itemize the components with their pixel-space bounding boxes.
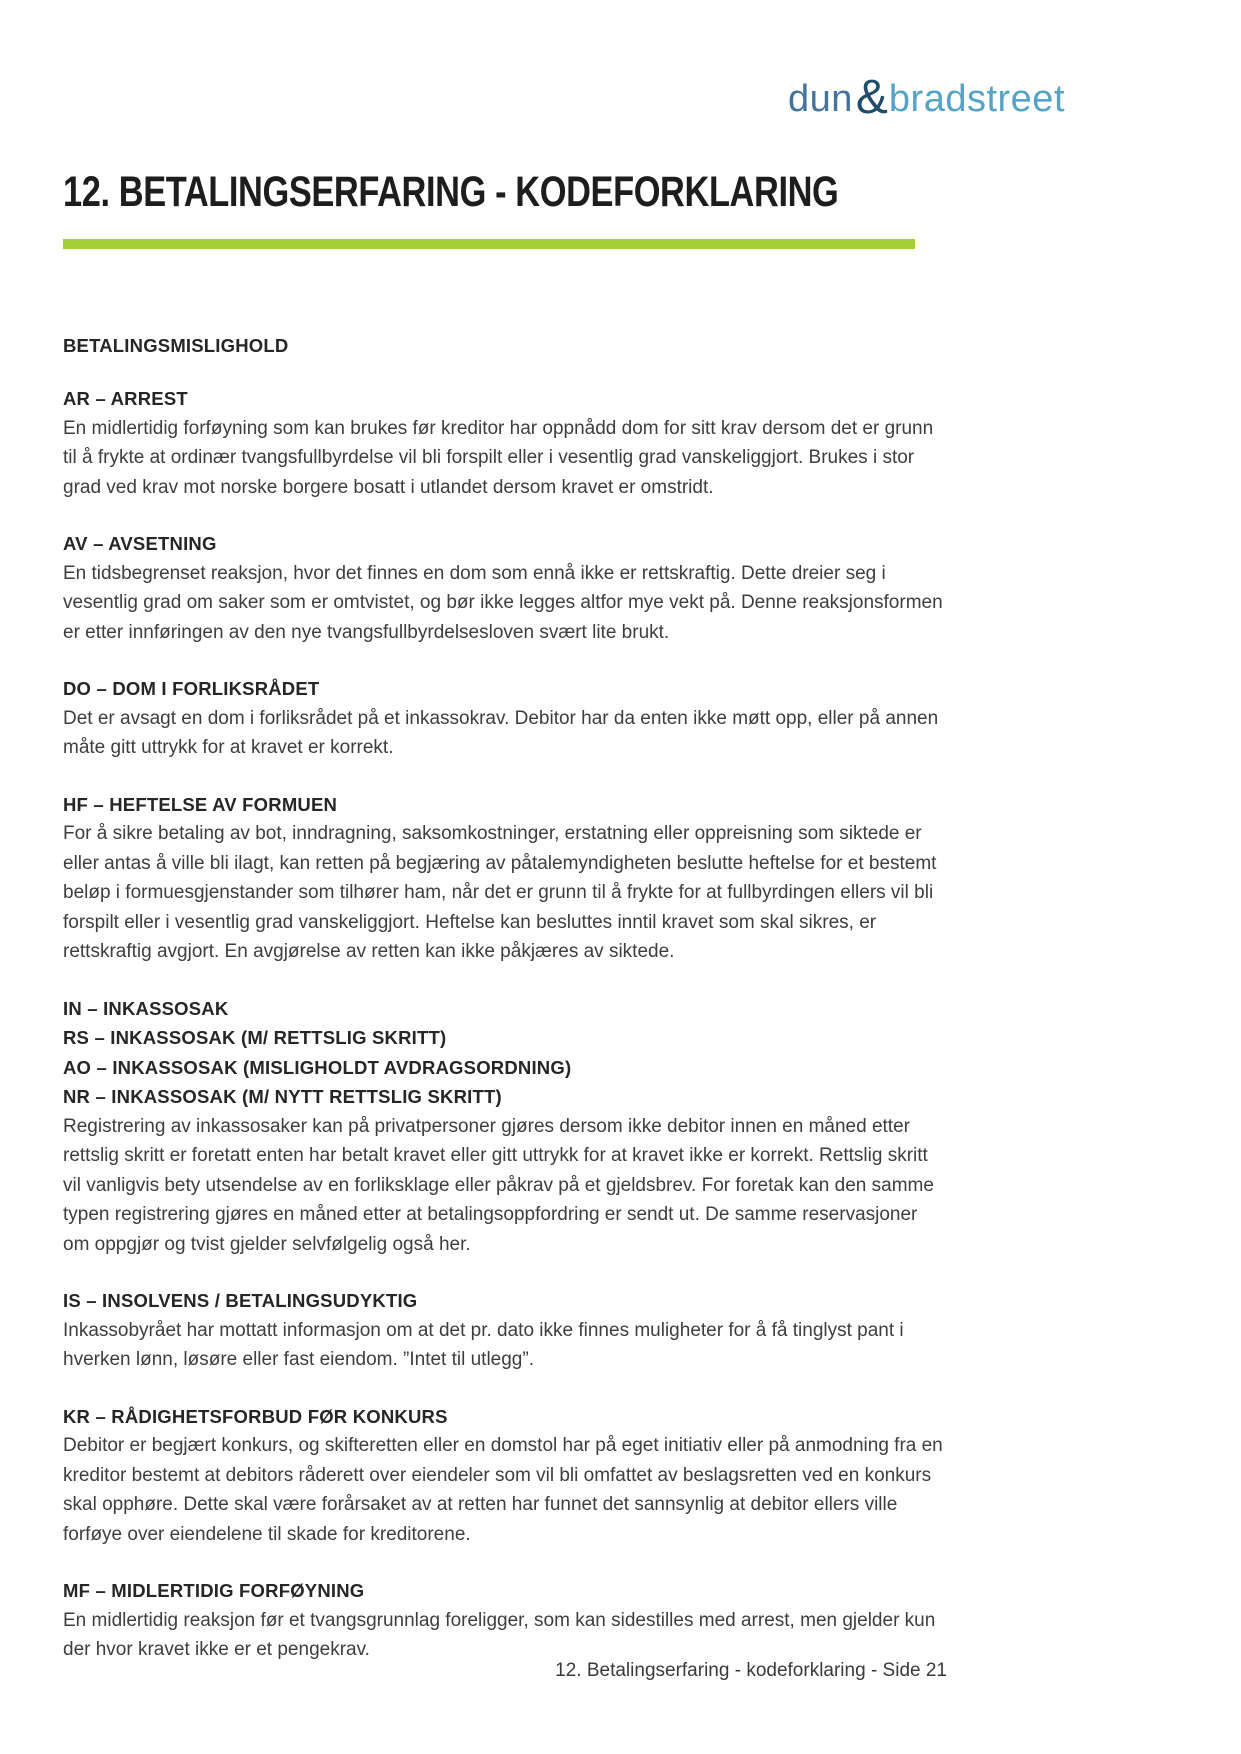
code-entry-mf (63, 1576, 947, 1665)
entry-heading: AV – AVSETNING (63, 533, 217, 554)
entry-heading: AO – INKASSOSAK (MISLIGHOLDT AVDRAGSORDNING) (63, 1056, 572, 1078)
entry-body: En tidsbegrenset reaksjon, hvor det finnes en dom som ennå ikke er rettskraftig. Dette dreier seg i vesentlig grad om saker som er omtvistet, og bør ikke legges altfor mye vekt på. Denne reaksjonsformen er etter innføringen av den nye tvangsfullbyrdelsesloven svært lite brukt. (63, 562, 943, 643)
entry-body: En midlertidig forføyning som kan brukes før kreditor har oppnådd dom for sitt krav dersom det er grunn til å frykte at ordinær tvangsfullbyrdelse vil bli forspilt eller i vesentlig grad vanskeliggjort. Brukes i stor grad ved krav mot norske borgere bosatt i utlandet dersom kravet er omstridt. (63, 417, 934, 498)
entry-heading: DO – DOM I FORLIKSRÅDET (63, 678, 320, 699)
code-entry-do (63, 674, 947, 763)
logo-text-bradstreet: bradstreet (888, 78, 1065, 120)
entry-body: Inkassobyrået har mottatt informasjon om at det pr. dato ikke finnes muligheter for å få tinglyst pant i hverken lønn, løsøre eller fast eiendom. ”Intet til utlegg”. (63, 1319, 904, 1370)
entry-body: En midlertidig reaksjon før et tvangsgrunnlag foreligger, som kan sidestilles med arrest, men gjelder kun der hvor kravet ikke er et pengekrav. (63, 1609, 936, 1660)
ampersand-icon: & (855, 71, 888, 124)
entry-heading: MF – MIDLERTIDIG FORFØYNING (63, 1580, 365, 1601)
entry-body: Det er avsagt en dom i forliksrådet på et inkassokrav. Debitor har da enten ikke møtt opp, eller på annen måte gitt uttrykk for at kravet er korrekt. (63, 707, 939, 758)
entry-heading: KR – RÅDIGHETSFORBUD FØR KONKURS (63, 1405, 448, 1427)
entry-body: Registrering av inkassosaker kan på privatpersoner gjøres dersom ikke debitor innen en måned etter rettslig skritt er foretatt enten har betalt kravet eller gitt uttrykk for at kravet ikke er korrekt. Rettslig skritt vil vanligvis bety utsendelse av en forliksklage eller påkrav på et gjeldsbrev. For foretak kan den samme typen registrering gjøres en måned etter at betalingsoppfordring er sendt ut. De samme reservasjoner om oppgjør og tvist gjelder selvfølgelig også her. (63, 1115, 934, 1255)
code-entry-inkasso-group (63, 994, 947, 1260)
page-title: 12. BETALINGSERFARING - KODEFORKLARING (63, 168, 839, 216)
title-accent-bar (63, 239, 915, 249)
document-content (63, 0, 947, 1665)
code-entry-hf (63, 790, 947, 967)
code-entry-av (63, 529, 947, 647)
entry-heading: HF – HEFTELSE AV FORMUEN (63, 793, 338, 815)
section-heading: BETALINGSMISLIGHOLD (63, 335, 289, 356)
entry-heading: AR – ARREST (63, 388, 188, 409)
entry-heading: NR – INKASSOSAK (M/ NYTT RETTSLIG SKRITT) (63, 1086, 502, 1107)
entry-body: Debitor er begjært konkurs, og skifteretten eller en domstol har på eget initiativ eller på anmodning fra en kreditor bestemt at debitors råderett over eiendeler som vil bli omfattet av beslagsretten ved en konkurs skal opphøre. Dette skal være forårsaket av at retten har funnet det sannsynlig at debitor ellers ville forføye over eiendelene til skade for kreditorene. (63, 1435, 943, 1545)
code-entry-ar (63, 384, 947, 502)
page-footer: 12. Betalingserfaring - kodeforklaring - Side 21 (555, 1660, 947, 1681)
logo-text-dun: dun (787, 78, 853, 120)
entry-heading: IN – INKASSOSAK (63, 997, 229, 1019)
entry-body: For å sikre betaling av bot, inndragning, saksomkostninger, erstatning eller oppreisning som siktede er eller antas å ville bli ilagt, kan retten på begjæring av påtalemyndigheten beslutte heftelse for et bestemt beløp i formuesgjenstander som tilhører ham, når det er grunn til å frykte for at fullbyrdingen ellers vil bli forspilt eller i vesentlig grad vanskeliggjort. Heftelse kan besluttes inntil kravet som skal sikres, er rettskraftig avgjort. En avgjørelse av retten kan ikke påkjæres av siktede. (63, 823, 937, 962)
code-entry-kr (63, 1402, 947, 1550)
entry-heading: RS – INKASSOSAK (M/ RETTSLIG SKRITT) (63, 1027, 447, 1048)
entry-heading: IS – INSOLVENS / BETALINGSUDYKTIG (63, 1290, 418, 1311)
code-entry-is (63, 1286, 947, 1375)
